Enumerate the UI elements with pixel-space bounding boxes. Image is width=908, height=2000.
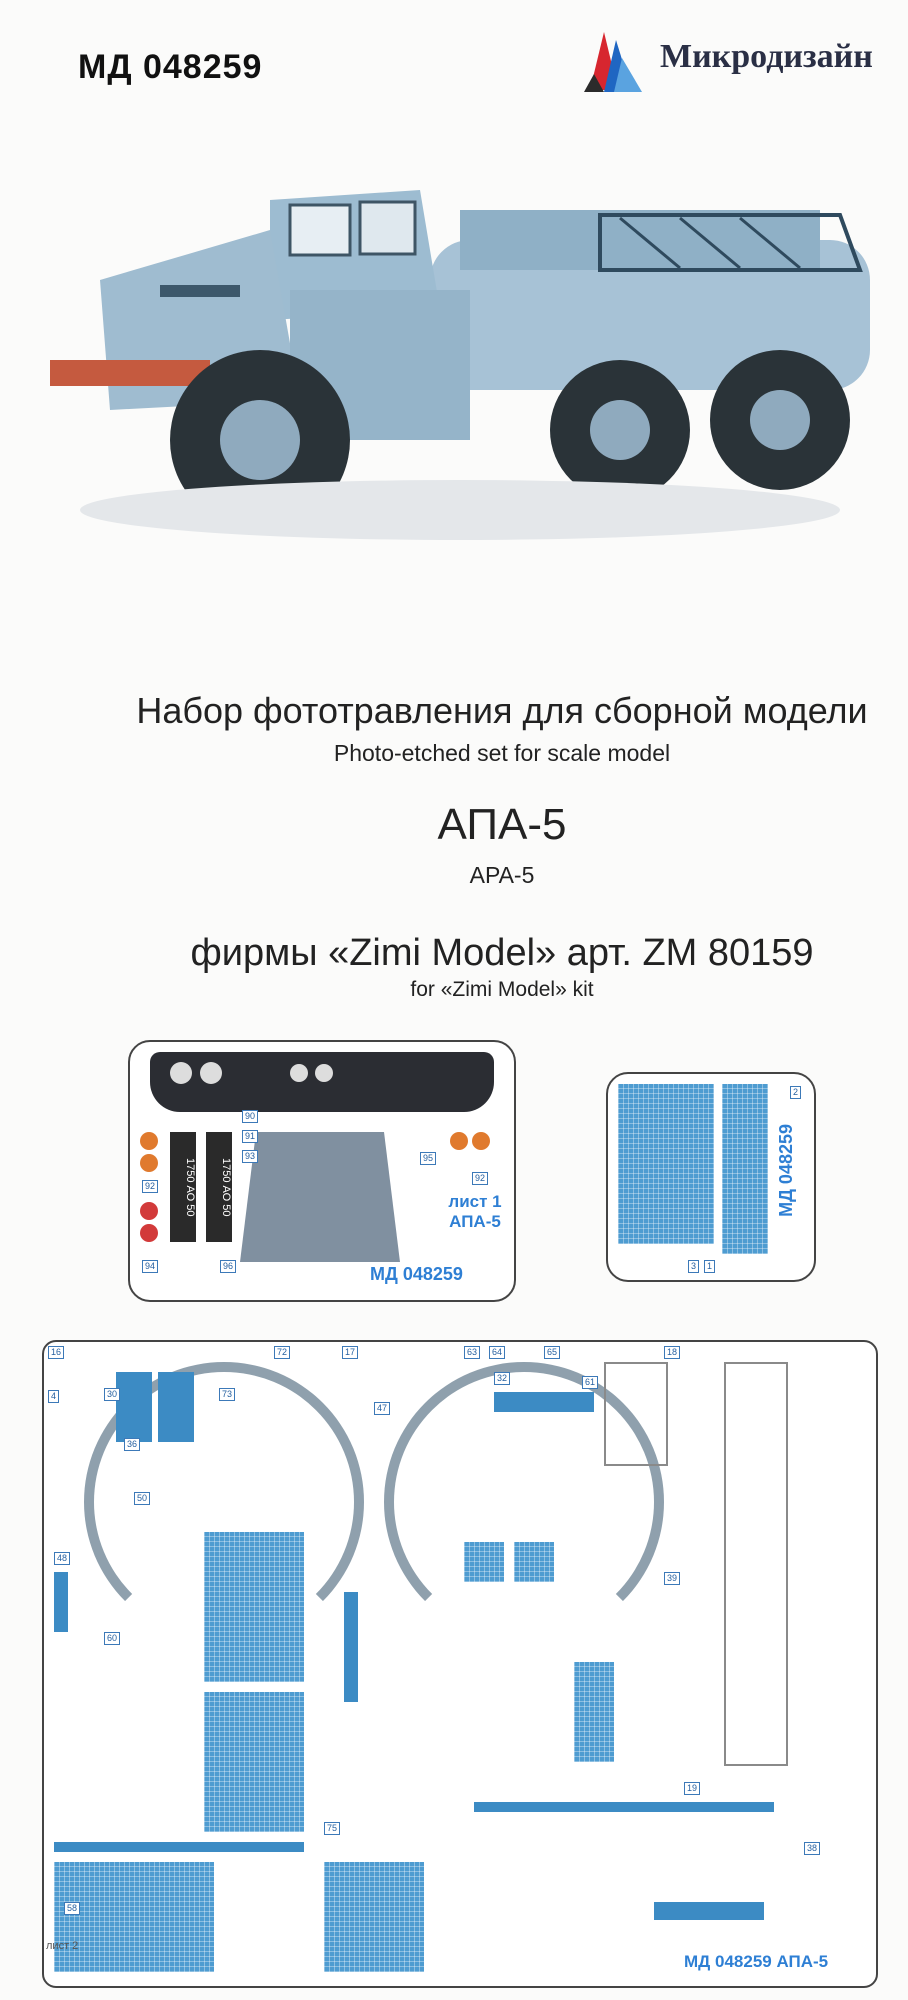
part-number: 75 xyxy=(324,1822,340,1835)
etched-part xyxy=(54,1572,68,1632)
truck-illustration xyxy=(40,170,900,590)
etched-part xyxy=(654,1902,764,1920)
part-number: 63 xyxy=(464,1346,480,1359)
etched-part xyxy=(344,1592,358,1702)
lamp-icon xyxy=(140,1224,158,1242)
model-name-en: APA-5 xyxy=(469,862,535,888)
lamp-icon xyxy=(450,1132,468,1150)
sheet-label-line2: АПА-5 xyxy=(449,1212,501,1231)
etched-part xyxy=(116,1372,152,1442)
part-number: 95 xyxy=(420,1152,436,1165)
lamp-icon xyxy=(140,1132,158,1150)
fret-sheet-2 xyxy=(42,1340,878,1988)
part-number: 2 xyxy=(790,1086,801,1099)
part-number: 1 xyxy=(704,1260,715,1273)
part-number: 60 xyxy=(104,1632,120,1645)
sheet-label: лист 2 xyxy=(46,1940,79,1952)
part-number: 38 xyxy=(804,1842,820,1855)
part-number: 48 xyxy=(54,1552,70,1565)
title-ru: Набор фототравления для сборной модели xyxy=(136,690,868,731)
part-number: 92 xyxy=(142,1180,158,1193)
etched-strip xyxy=(54,1842,304,1852)
product-code: МД 048259 xyxy=(78,48,263,86)
grille-ladder xyxy=(722,1084,768,1254)
side-panel xyxy=(604,1362,668,1466)
mesh-panel-small xyxy=(514,1542,554,1582)
part-number: 32 xyxy=(494,1372,510,1385)
part-number: 93 xyxy=(242,1150,258,1163)
gauge-icon xyxy=(200,1062,222,1084)
instrument-panel xyxy=(240,1132,400,1262)
grille-mesh xyxy=(618,1084,714,1244)
sheet-label-line1: лист 1 xyxy=(448,1192,502,1211)
mesh-panel-strip xyxy=(574,1662,614,1762)
mesh-panel-small xyxy=(464,1542,504,1582)
kit-en: for «Zimi Model» kit xyxy=(410,978,594,1001)
part-number: 16 xyxy=(48,1346,64,1359)
part-number: 18 xyxy=(664,1346,680,1359)
part-number: 65 xyxy=(544,1346,560,1359)
placard-a: 1750 АО 50 xyxy=(170,1132,196,1242)
lamp-icon xyxy=(140,1154,158,1172)
part-number: 3 xyxy=(688,1260,699,1273)
part-number: 61 xyxy=(582,1376,598,1389)
part-number: 30 xyxy=(104,1388,120,1401)
part-number: 96 xyxy=(220,1260,236,1273)
sail-logo-icon xyxy=(582,30,672,100)
gauge-icon xyxy=(315,1064,333,1082)
part-number: 91 xyxy=(242,1130,258,1143)
sheet-label xyxy=(440,1192,510,1232)
mesh-panel xyxy=(324,1862,424,1972)
part-number: 17 xyxy=(342,1346,358,1359)
part-number: 72 xyxy=(274,1346,290,1359)
gauge-icon xyxy=(290,1064,308,1082)
part-number: 94 xyxy=(142,1260,158,1273)
part-number: 90 xyxy=(242,1110,258,1123)
etched-part xyxy=(494,1392,594,1412)
placard-b: 1750 АО 50 xyxy=(206,1132,232,1242)
brand-name: Микродизайн xyxy=(660,38,873,75)
part-number: 36 xyxy=(124,1438,140,1451)
mesh-panel xyxy=(54,1862,214,1972)
lamp-icon xyxy=(140,1202,158,1220)
mesh-panel xyxy=(204,1692,304,1832)
mesh-panel xyxy=(204,1532,304,1682)
etched-strip xyxy=(474,1802,774,1812)
etched-part xyxy=(158,1372,194,1442)
lamp-icon xyxy=(472,1132,490,1150)
sheet-code: МД 048259 xyxy=(370,1264,463,1284)
title-en: Photo-etched set for scale model xyxy=(333,740,671,766)
part-number: 47 xyxy=(374,1402,390,1415)
kit-ru: фирмы «Zimi Model» арт. ZM 80159 xyxy=(190,932,814,974)
dashboard-panel xyxy=(150,1052,494,1112)
part-number: 39 xyxy=(664,1572,680,1585)
gauge-icon xyxy=(170,1062,192,1084)
part-number: 50 xyxy=(134,1492,150,1505)
fret-sheet-1 xyxy=(128,1040,516,1302)
side-rail xyxy=(724,1362,788,1766)
part-number: 4 xyxy=(48,1390,59,1403)
part-number: 92 xyxy=(472,1172,488,1185)
part-number: 73 xyxy=(219,1388,235,1401)
sheet-footer-code: МД 048259 АПА-5 xyxy=(684,1952,829,1971)
sheet-code: МД 048259 xyxy=(776,1124,796,1217)
fret-sheet-small xyxy=(606,1072,816,1282)
part-number: 58 xyxy=(64,1902,80,1915)
part-number: 19 xyxy=(684,1782,700,1795)
part-number: 64 xyxy=(489,1346,505,1359)
model-name-ru: АПА-5 xyxy=(437,800,567,849)
